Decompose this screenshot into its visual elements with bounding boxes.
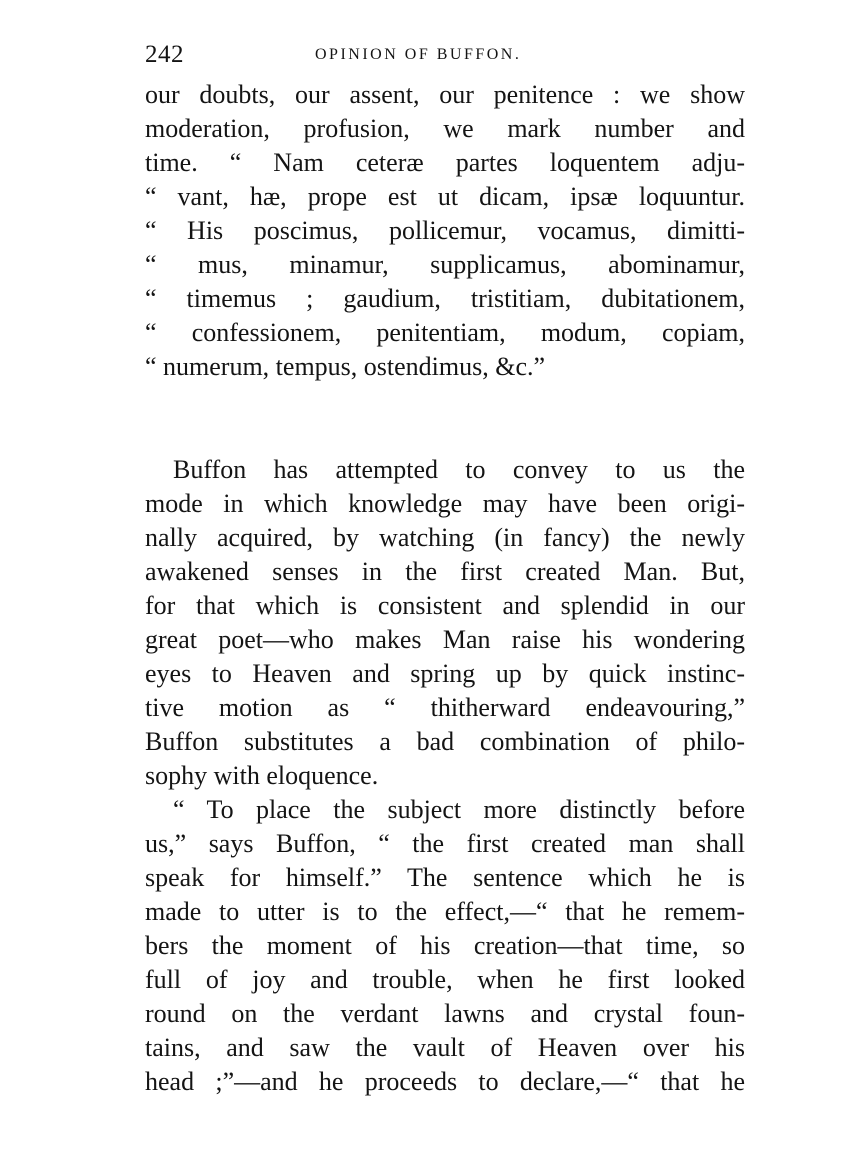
text-line: bers the moment of his creation—that time, so — [145, 931, 745, 960]
text-line: “ mus, minamur, supplicamus, abominamur, — [145, 250, 745, 279]
text-line: “ numerum, tempus, ostendimus, &c.” — [145, 352, 546, 381]
text-line: great poet—who makes Man raise his wondering — [145, 625, 745, 654]
text-line: for that which is consistent and splendid in our — [145, 591, 745, 620]
page-number: 242 — [145, 41, 184, 68]
text-line: speak for himself.” The sentence which he is — [145, 863, 745, 892]
text-line: full of joy and trouble, when he first looked — [145, 965, 745, 994]
text-line: tive motion as “ thitherward endeavouring,” — [145, 693, 745, 722]
book-page — [145, 0, 745, 1150]
text-line: “ confessionem, penitentiam, modum, copiam, — [145, 318, 745, 347]
text-line: mode in which knowledge may have been origi- — [145, 489, 745, 518]
page-header — [145, 40, 745, 70]
text-line: round on the verdant lawns and crystal foun- — [145, 999, 745, 1028]
text-line: Buffon has attempted to convey to us the — [173, 455, 745, 484]
text-line: “ vant, hæ, prope est ut dicam, ipsæ loquuntur. — [145, 182, 745, 211]
text-line: us,” says Buffon, “ the first created man shall — [145, 829, 745, 858]
text-line: “ timemus ; gaudium, tristitiam, dubitationem, — [145, 284, 745, 313]
text-line: eyes to Heaven and spring up by quick instinc- — [145, 659, 745, 688]
text-line: our doubts, our assent, our penitence : we show — [145, 80, 745, 109]
text-line: made to utter is to the effect,—“ that he remem- — [145, 897, 745, 926]
text-line: nally acquired, by watching (in fancy) the newly — [145, 523, 745, 552]
running-head: OPINION OF BUFFON. — [315, 46, 522, 63]
text-line: tains, and saw the vault of Heaven over his — [145, 1033, 745, 1062]
text-line: awakened senses in the first created Man. But, — [145, 557, 745, 586]
text-line: time. “ Nam ceteræ partes loquentem adju- — [145, 148, 745, 177]
text-line: Buffon substitutes a bad combination of philo- — [145, 727, 745, 756]
text-line: sophy with eloquence. — [145, 761, 379, 790]
text-line: moderation, profusion, we mark number and — [145, 114, 745, 143]
text-line: “ His poscimus, pollicemur, vocamus, dimitti- — [145, 216, 745, 245]
text-line: “ To place the subject more distinctly before — [173, 795, 745, 824]
text-line: head ;”—and he proceeds to declare,—“ that he — [145, 1067, 745, 1096]
